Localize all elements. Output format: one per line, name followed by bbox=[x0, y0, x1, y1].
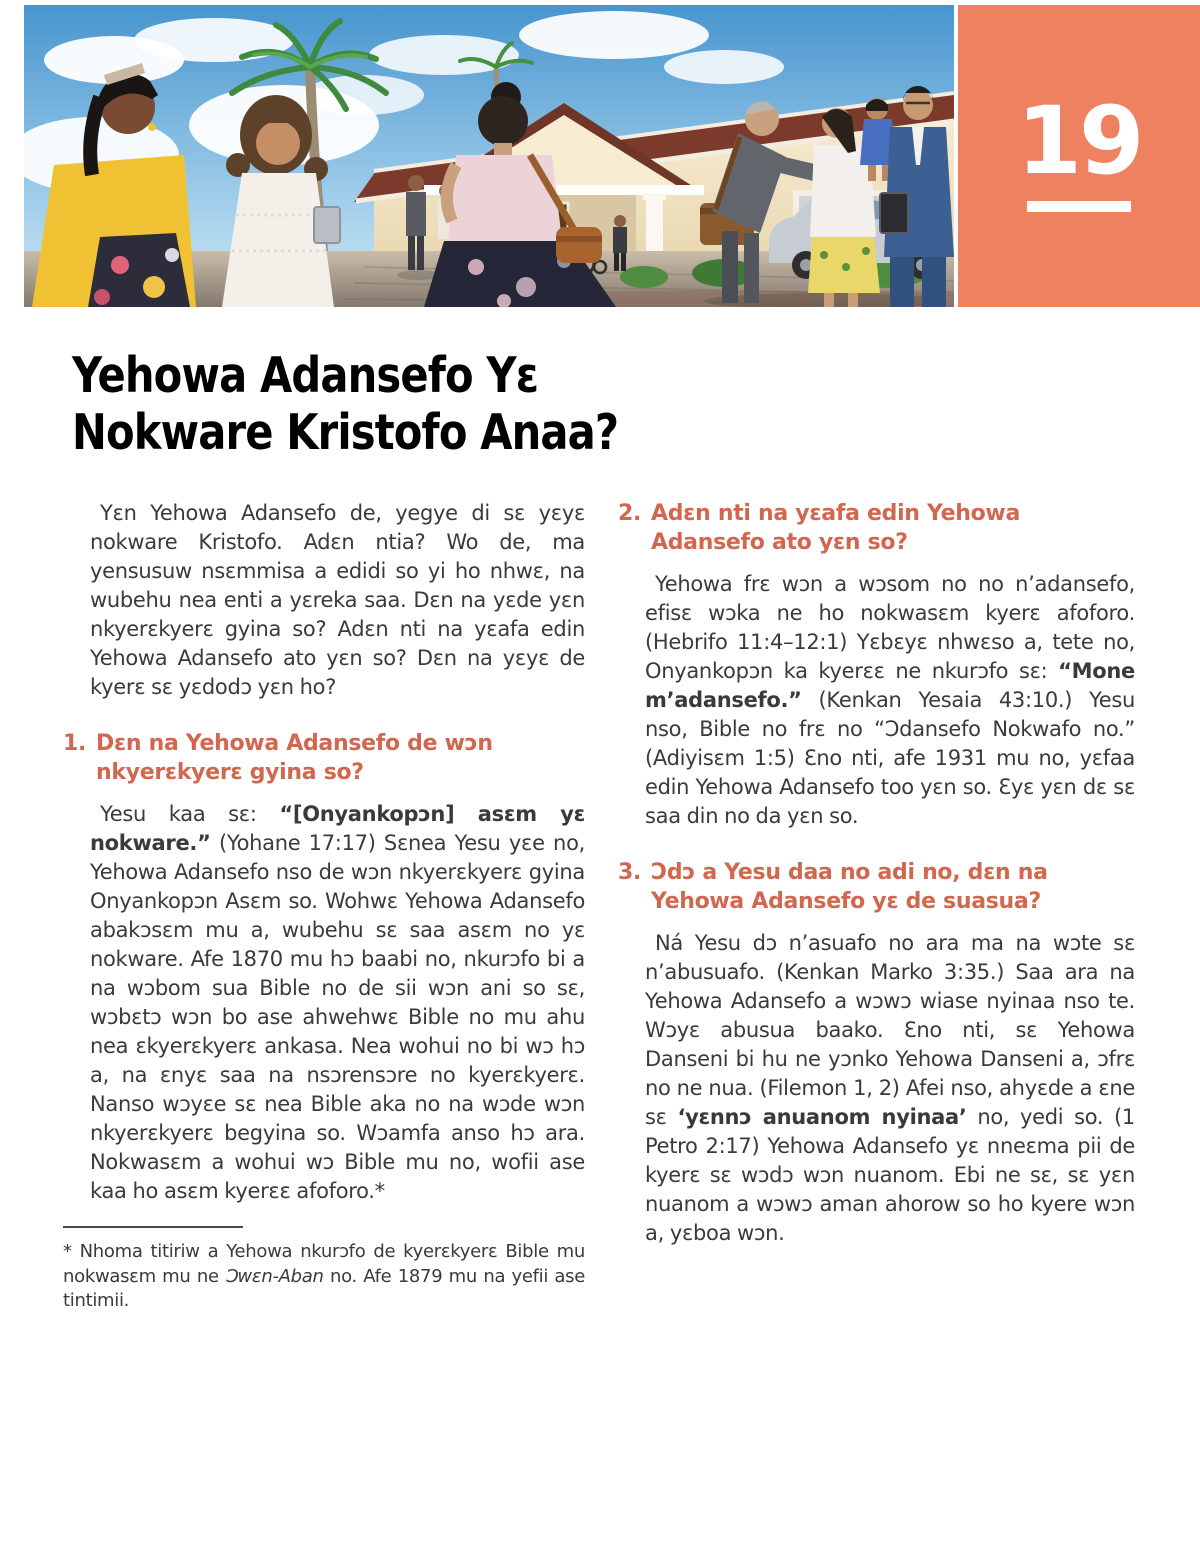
article-title-line2: Nokware Kristofo Anaa? bbox=[72, 404, 619, 461]
shoulder-bag bbox=[556, 227, 602, 263]
section-3-heading bbox=[618, 858, 1135, 916]
section-3-heading-text: Ɔdɔ a Yesu daa no adi no, dɛn na Yehowa Adansefo yɛ de suasua? bbox=[651, 860, 1048, 914]
left-column bbox=[63, 499, 585, 1314]
section-1-heading bbox=[63, 729, 585, 787]
section-2-heading bbox=[618, 499, 1135, 557]
section-1-heading-text: Dɛn na Yehowa Adansefo de wɔn nkyerɛkyerɛ gyina so? bbox=[96, 731, 493, 785]
article-title bbox=[72, 347, 715, 461]
right-column bbox=[618, 499, 1135, 1248]
chapter-photo bbox=[24, 5, 954, 307]
section-2-number: 2. bbox=[618, 501, 642, 526]
section-1-paragraph: Yesu kaa sɛ: “[Onyankopɔn] asɛm yɛ nokware.” (Yohane 17:17) Sɛnea Yesu yɛe no, Yehowa Adansefo nso de wɔn nkyerɛkyerɛ gyina Onyankopɔn Asɛm so. Wohwɛ Yehowa Adansefo abakɔsɛm mu a, wubehu sɛ saa asɛm no yɛ nokware. Afe 1870 mu hɔ baabi no, nkurɔfo bi a na wɔbom sua Bible no de sii wɔn ani so sɛ, wɔbɛtɔ wɔn bo ase ahwehwɛ Bible no mu ahu nea ɛkyerɛkyerɛ ankasa. Nea wohui no bi wɔ hɔ a, na ɛnyɛ saa na nsɔrensɔre no kyerɛkyerɛ. Nanso wɔyɛe sɛ nea Bible aka no na wɔde wɔn nkyerɛkyerɛ begyina so. Wɔamfa anso hɔ ara. Nokwasɛm a wohui wɔ Bible mu no, wofii ase kaa ho asɛm kyerɛɛ afoforo.* bbox=[90, 802, 585, 1203]
footnote-divider bbox=[63, 1226, 243, 1228]
intro-paragraph: Yɛn Yehowa Adansefo de, yegye di sɛ yɛyɛ nokware Kristofo. Adɛn ntia? Wo de, ma yensusuw nsɛmmisa a edidi so yi ho nhwɛ, na wubehu nea enti a yɛreka saa. Dɛn na yɛde yɛn nkyerɛkyerɛ gyina so? Adɛn nti na yɛafa edin Yehowa Adansefo ato yɛn so? Dɛn na yɛyɛ de kyerɛ sɛ yɛdodɔ yɛn ho? bbox=[90, 501, 585, 699]
section-1 bbox=[63, 729, 585, 1206]
section-3-paragraph: Ná Yesu dɔ n’asuafo no ara ma na wɔte sɛ n’abusuafo. (Kenkan Marko 3:35.) Saa ara na Yehowa Adansefo a wɔwɔ wiase nyinaa nso te. Wɔyɛ abusua baako. Ɛno nti, sɛ Yehowa Danseni bi hu ne yɔnko Yehowa Danseni a, ɔfrɛ no ne nua. (Filemon 1, 2) Afei nso, ahyɛde a ɛne sɛ ‘yɛnnɔ anuanom nyinaa’ no, yedi so. (1 Petro 2:17) Yehowa Adansefo yɛ nneɛma pii de kyerɛ sɛ wɔdɔ wɔn nuanom. Ebi ne sɛ, sɛ yɛn nuanom a wɔwɔ aman ahorow so ho kyere wɔn a, yɛboa wɔn. bbox=[645, 931, 1135, 1245]
kingdom-hall-scene-illustration bbox=[24, 5, 954, 307]
section-3-number: 3. bbox=[618, 860, 642, 885]
chapter-underline bbox=[1027, 201, 1131, 212]
chapter-number-badge bbox=[958, 5, 1200, 307]
section-3 bbox=[618, 858, 1135, 1248]
article-columns bbox=[63, 499, 1153, 1314]
footnote-text: * Nhoma titiriw a Yehowa nkurɔfo de kyerɛkyerɛ Bible mu nokwasɛm mu ne Ɔwɛn-Aban no. Afe 1879 mu na yefii ase tintimii. bbox=[63, 1241, 585, 1311]
section-2-paragraph: Yehowa frɛ wɔn a wɔsom no no n’adansefo, efisɛ wɔka ne ho nokwasɛm kyerɛ afoforo. (Hebrifo 11:4–12:1) Yɛbɛyɛ nhwɛso a, tete no, Onyankopɔn ka kyerɛɛ ne nkurɔfo sɛ: “Mone m’adansefo.” (Kenkan Yesaia 43:10.) Yesu nso, Bible no frɛ no “Ɔdansefo Nokwafo no.” (Adiyisɛm 1:5) Ɛno nti, afe 1931 mu no, yɛfaa edin Yehowa Adansefo too yɛn so. Ɛyɛ yɛn dɛ sɛ saa din no da yɛn so. bbox=[645, 572, 1135, 828]
section-2-heading-text: Adɛn nti na yɛafa edin Yehowa Adansefo ato yɛn so? bbox=[651, 501, 1021, 555]
footnote-block bbox=[63, 1226, 585, 1314]
chapter-number: 19 bbox=[1016, 86, 1142, 196]
chapter-banner bbox=[24, 5, 1200, 307]
tablet bbox=[314, 207, 340, 243]
article-title-line1: Yehowa Adansefo Yɛ bbox=[72, 347, 539, 404]
section-2 bbox=[618, 499, 1135, 831]
section-1-number: 1. bbox=[63, 731, 87, 756]
